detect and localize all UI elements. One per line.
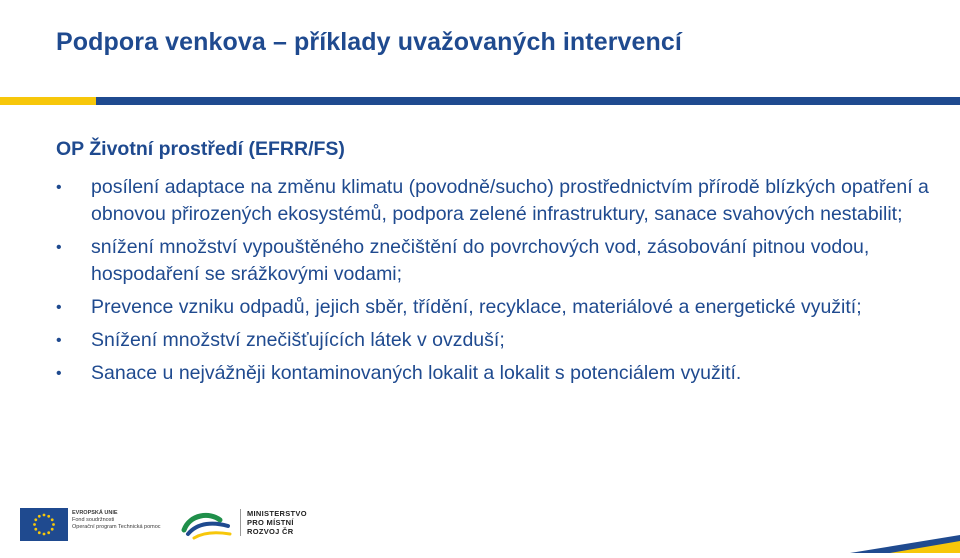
- divider-accent-yellow: [0, 97, 96, 105]
- bullet-dot-icon: •: [56, 179, 62, 196]
- bullet-item: [56, 327, 936, 354]
- eu-logo-line: EVROPSKÁ UNIE: [72, 510, 118, 516]
- eu-logo-text: [72, 510, 172, 531]
- ministry-line: MINISTERSTVO: [247, 509, 307, 518]
- eu-logo-line: Fond soudržnosti: [72, 517, 115, 523]
- title-divider: [0, 97, 960, 105]
- bullet-text: Snížení množství znečišťujících látek v ovzduší;: [91, 329, 505, 351]
- eu-flag-icon: [20, 508, 68, 541]
- ministry-name: [240, 509, 307, 536]
- bullet-dot-icon: •: [56, 365, 62, 382]
- bullet-item: [56, 174, 936, 228]
- bullet-text: Sanace u nejvážněji kontaminovaných lokalit a lokalit s potenciálem využití.: [91, 362, 742, 384]
- corner-decoration: [850, 535, 960, 553]
- bullet-list: [56, 174, 936, 393]
- bullet-text: snížení množství vypouštěného znečištění do povrchových vod, zásobování pitnou vodou, hospodaření se srážkovými vodami;: [91, 236, 870, 285]
- bullet-item: [56, 234, 936, 288]
- ministry-line: ROZVOJ ČR: [247, 527, 294, 536]
- divider-accent-blue: [96, 97, 960, 105]
- slide-title: Podpora venkova – příklady uvažovaných intervencí: [56, 28, 682, 56]
- section-subtitle: OP Životní prostředí (EFRR/FS): [56, 138, 345, 160]
- bullet-item: [56, 360, 936, 387]
- ministry-line: PRO MÍSTNÍ: [247, 518, 294, 527]
- bullet-dot-icon: •: [56, 299, 62, 316]
- bullet-dot-icon: •: [56, 332, 62, 349]
- bullet-text: posílení adaptace na změnu klimatu (povodně/sucho) prostřednictvím přírodě blízkých opatření a obnovou přirozených ekosystémů, podpora zelené infrastruktury, sanace svahových nestabilit;: [91, 176, 929, 225]
- logo-footer: [0, 500, 960, 553]
- bullet-dot-icon: •: [56, 239, 62, 256]
- bullet-text: Prevence vzniku odpadů, jejich sběr, třídění, recyklace, materiálové a energetické využití;: [91, 296, 862, 318]
- eu-logo-line: Operační program Technická pomoc: [72, 524, 161, 530]
- ministry-swirl-logo-icon: [180, 508, 234, 542]
- bullet-item: [56, 294, 936, 321]
